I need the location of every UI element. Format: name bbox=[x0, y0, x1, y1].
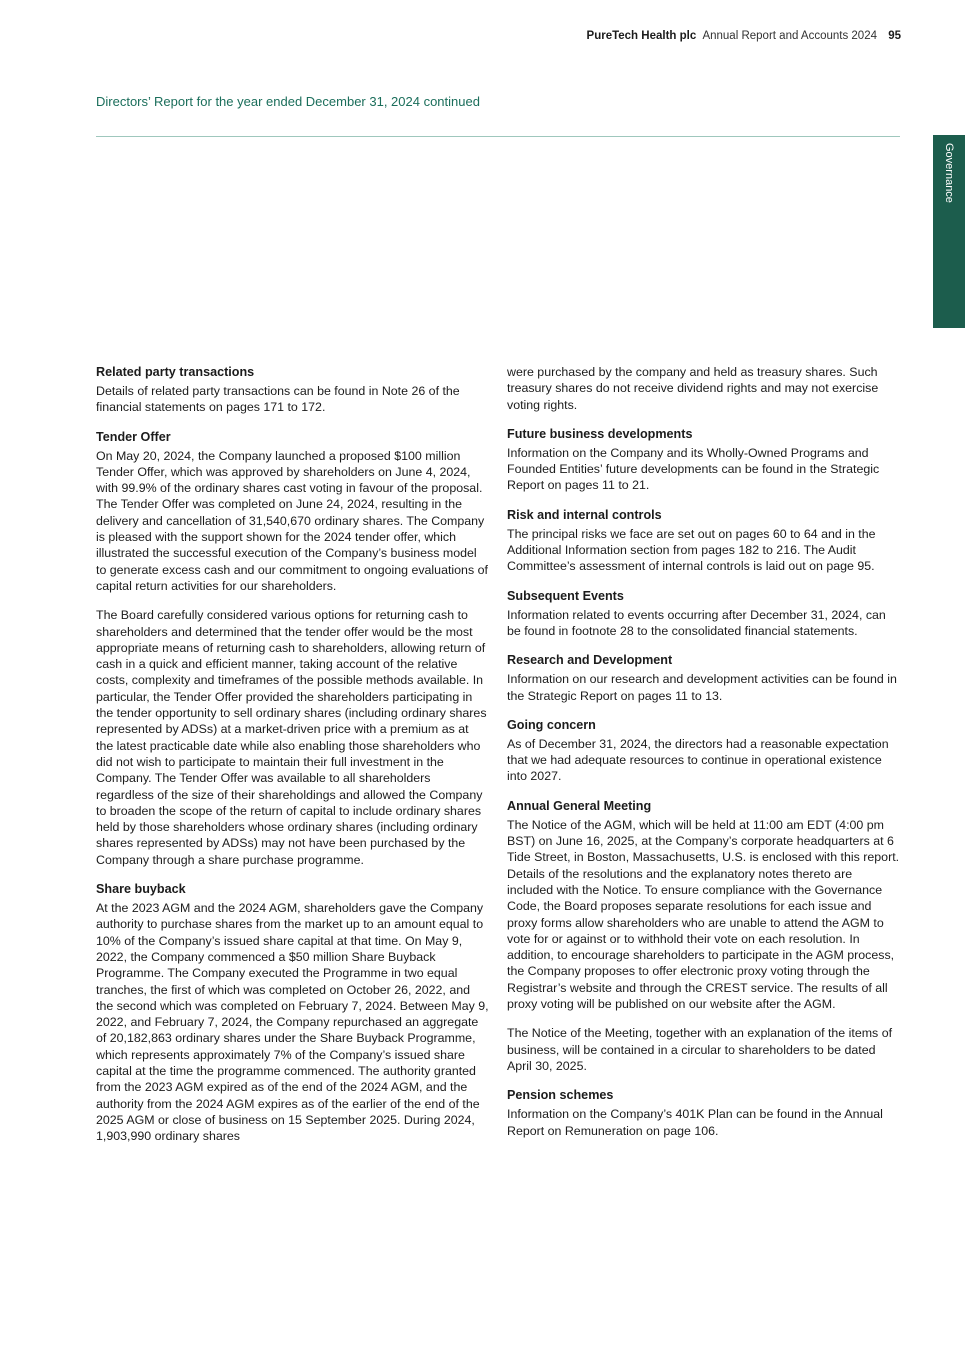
text-section bbox=[96, 881, 489, 1144]
running-header bbox=[587, 30, 901, 42]
company-name: PureTech Health plc bbox=[586, 30, 697, 42]
text-section bbox=[507, 507, 900, 575]
body-paragraph: The principal risks we face are set out on pages 60 to 64 and in the Additional Information section from pages 182 to 216. The Audit Committee’s assessment of internal controls is laid out on page 95. bbox=[507, 526, 876, 574]
text-section bbox=[96, 364, 489, 416]
section-heading: Risk and internal controls bbox=[507, 507, 662, 522]
body-paragraph: Details of related party transactions can be found in Note 26 of the financial statements on pages 171 to 172. bbox=[96, 384, 460, 415]
section-heading: Tender Offer bbox=[96, 429, 171, 444]
body-paragraph: were purchased by the company and held as treasury shares. Such treasury shares do not receive dividend rights and may not exercise voting rights. bbox=[507, 365, 879, 412]
section-heading: Research and Development bbox=[507, 653, 673, 668]
section-heading: Annual General Meeting bbox=[507, 798, 652, 813]
text-section bbox=[507, 1087, 900, 1139]
body-paragraph: The Notice of the AGM, which will be held at 11:00 am EDT (4:00 pm BST) on June 16, 2025, at the Company’s corporate headquarters at 6 Tide Street, in Boston, Massachusetts, U.S. is enclosed with this report. Details of the resolutions and the explanatory notes thereto are included with the Notice. To ensure compliance with the Governance Code, the Board proposes separate resolutions for each issue and proxy forms allow shareholders who are unable to attend the AGM to vote for or against or to withhold their vote on each resolution. In addition, to encourage shareholders to participate in the AGM process, the Company proposes to offer electronic proxy voting through the Registrar’s website and through the CREST service. The results of all proxy voting will be published on our website after the AGM. bbox=[507, 817, 900, 1012]
text-section bbox=[507, 364, 900, 413]
section-heading: Pension schemes bbox=[507, 1088, 614, 1103]
page-number: 95 bbox=[888, 30, 901, 42]
text-section bbox=[507, 426, 900, 494]
text-section bbox=[507, 588, 900, 640]
right-column bbox=[507, 364, 900, 1152]
text-section bbox=[507, 798, 900, 1074]
left-column bbox=[96, 364, 489, 1157]
governance-side-tab[interactable] bbox=[933, 135, 965, 328]
body-paragraph: Information on our research and development activities can be found in the Strategic Report on pages 11 to 13. bbox=[507, 672, 897, 703]
body-paragraph: Information related to events occurring after December 31, 2024, can be found in footnote 28 to the consolidated financial statements. bbox=[507, 607, 886, 638]
body-paragraph: Information on the Company’s 401K Plan can be found in the Annual Report on Remuneration on page 106. bbox=[507, 1107, 883, 1138]
body-paragraph: As of December 31, 2024, the directors had a reasonable expectation that we had adequate resources to continue in operational existence into 2027. bbox=[507, 736, 889, 784]
report-title: Annual Report and Accounts 2024 bbox=[702, 30, 877, 42]
text-section bbox=[96, 429, 489, 868]
text-section bbox=[507, 652, 900, 704]
side-tab-label: Governance bbox=[943, 143, 955, 203]
section-heading: Related party transactions bbox=[96, 365, 255, 379]
section-heading: Share buyback bbox=[96, 882, 186, 897]
text-section bbox=[507, 717, 900, 785]
section-heading: Subsequent Events bbox=[507, 588, 624, 603]
section-heading: Going concern bbox=[507, 717, 596, 732]
body-paragraph: At the 2023 AGM and the 2024 AGM, shareholders gave the Company authority to purchase shares from the market up to an amount equal to 10% of the Company’s issued share capital at that time. On May 9, 2022, the Company commenced a $50 million Share Buyback Programme. The Company executed the Programme in two equal tranches, the first of which was completed on October 26, 2022, and the second which was completed on February 7, 2024. Between May 9, 2022, and February 7, 2024, the Company repurchased an aggregate of 20,182,863 ordinary shares under the Share Buyback Programme, which represents approximately 7% of the Company’s issued share capital at the time the programme commenced. The authority granted from the 2023 AGM expired as of the end of the 2024 AGM, and the authority from the 2024 AGM expires as of the earlier of the end of the 2025 AGM or close of business on 15 September 2025. During 2024, 1,903,990 ordinary shares bbox=[96, 901, 489, 1144]
body-paragraph: Information on the Company and its Wholly-Owned Programs and Founded Entities’ future developments can be found in the Strategic Report on pages 11 to 21. bbox=[507, 445, 880, 493]
body-paragraph: On May 20, 2024, the Company launched a proposed $100 million Tender Offer, which was approved by shareholders on June 4, 2024, with 99.9% of the ordinary shares cast voting in favour of the proposal. The Tender Offer was completed on June 24, 2024, resulting in the delivery and cancellation of 31,540,670 ordinary shares. The Company is pleased with the support shown for the 2024 tender offer, which illustrated the successful execution of the Company’s business model to generate excess cash and our commitment to ongoing evaluations of capital return activities for our shareholders. bbox=[96, 448, 488, 593]
body-paragraph: The Board carefully considered various options for returning cash to shareholders and determined that the tender offer would be the most appropriate means of returning cash to shareholders, allowing return of cash in a quick and efficient manner, taking account of the relative costs, complexity and timeframes of the possible methods available. In particular, the Tender Offer provided the shareholders participating in the tender opportunity to sell ordinary shares (including ordinary shares represented by ADSs) at a market-driven price with a premium as at the latest practicable date while also enabling those shareholders who did not wish to participate to maintain their full investment in the Company. The Tender Offer was available to all shareholders regardless of the size of their shareholdings and allowed the Company to broaden the scope of the return of capital to include ordinary shares held by those shareholders whose ordinary shares (including ordinary shares represented by ADSs) may not have been purchased by the Company through a share purchase programme. bbox=[96, 608, 487, 867]
section-title: Directors’ Report for the year ended December 31, 2024 continued bbox=[96, 94, 480, 109]
body-paragraph: The Notice of the Meeting, together with an explanation of the items of business, will be contained in a circular to shareholders to be dated April 30, 2025. bbox=[507, 1026, 893, 1073]
header-divider bbox=[96, 136, 900, 137]
section-heading: Future business developments bbox=[507, 426, 693, 441]
